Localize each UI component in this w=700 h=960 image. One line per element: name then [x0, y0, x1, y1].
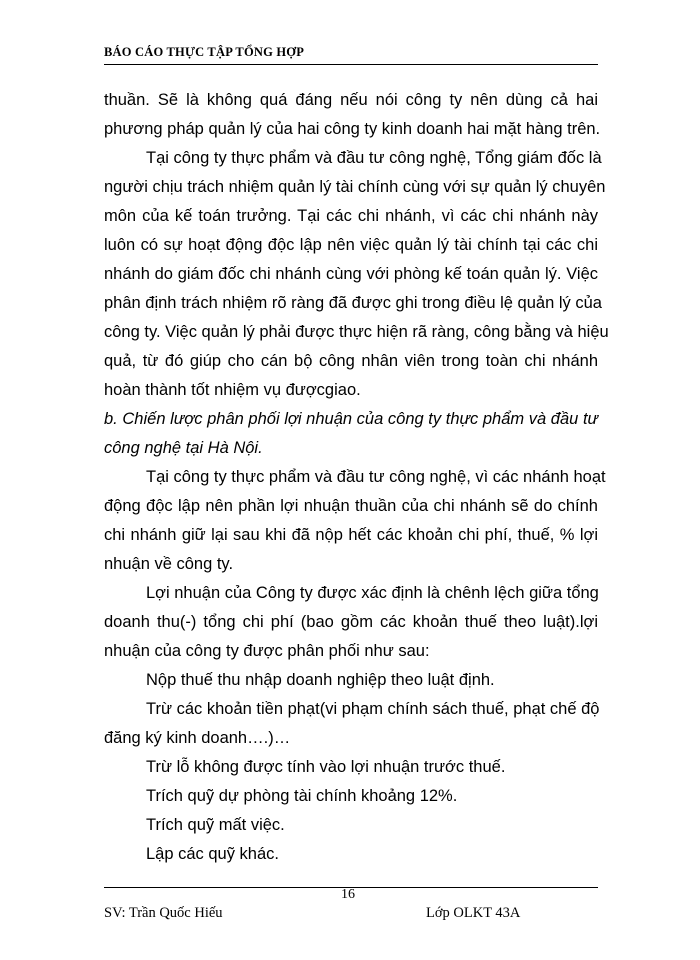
list-item: Lập các quỹ khác. — [146, 845, 279, 863]
body-line: Tại công ty thực phẩm và đầu tư công nghệ, Tổng giám đốc là — [146, 149, 602, 167]
body-line: Lợi nhuận của Công ty được xác định là chênh lệch giữa tổng — [146, 584, 599, 602]
list-item: Trừ các khoản tiền phạt(vi phạm chính sách thuế, phạt chế độ — [146, 700, 600, 718]
body-line: doanh thu(-) tổng chi phí (bao gồm các khoản thuế theo luật).lợi — [104, 613, 598, 631]
body-line: nhuận của công ty được phân phối như sau: — [104, 642, 430, 660]
page-number: 16 — [341, 887, 355, 902]
body-line: Tại công ty thực phẩm và đầu tư công nghệ, vì các nhánh hoạt — [146, 468, 606, 486]
header-title: BÁO CÁO THỰC TẬP TỔNG HỢP — [104, 45, 305, 59]
list-item: Nộp thuế thu nhập doanh nghiệp theo luật định. — [146, 671, 495, 689]
body-line: nhánh do giám đốc chi nhánh cùng với phòng kế toán quản lý. Việc — [104, 265, 598, 283]
section-heading: công nghệ tại Hà Nội. — [104, 439, 263, 457]
body-line: phân định trách nhiệm rõ ràng đã được ghi trong điều lệ quản lý của — [104, 294, 602, 312]
body-line: hoàn thành tốt nhiệm vụ đượcgiao. — [104, 381, 361, 399]
list-item: đăng ký kinh doanh….)… — [104, 729, 291, 747]
body-line: người chịu trách nhiệm quản lý tài chính cùng với sự quản lý chuyên — [104, 178, 606, 196]
body-line: chi nhánh giữ lại sau khi đã nộp hết các khoản chi phí, thuế, % lợi — [104, 526, 598, 544]
body-line: quả, từ đó giúp cho cán bộ công nhân viên trong toàn chi nhánh — [104, 352, 598, 370]
body-line: phương pháp quản lý của hai công ty kinh doanh hai mặt hàng trên. — [104, 120, 601, 138]
list-item: Trừ lỗ không được tính vào lợi nhuận trước thuế. — [146, 758, 506, 776]
list-item: Trích quỹ mất việc. — [146, 816, 285, 834]
body-line: môn của kế toán trưởng. Tại các chi nhánh, vì các chi nhánh này — [104, 207, 598, 225]
body-line: thuần. Sẽ là không quá đáng nếu nói công ty nên dùng cả hai — [104, 91, 598, 109]
body-line: động độc lập nên phần lợi nhuận thuần của chi nhánh sẽ do chính — [104, 497, 598, 515]
body-line: công ty. Việc quản lý phải được thực hiện rã ràng, công bằng và hiệu — [104, 323, 609, 341]
header-divider — [104, 64, 598, 65]
section-heading: b. Chiến lược phân phối lợi nhuận của công ty thực phẩm và đầu tư — [104, 410, 598, 428]
body-line: luôn có sự hoạt động độc lập nên việc quản lý tài chính tại các chi — [104, 236, 598, 254]
footer-student-name: SV: Trần Quốc Hiếu — [104, 905, 223, 921]
body-line: nhuận về công ty. — [104, 555, 234, 573]
footer-class: Lớp OLKT 43A — [426, 905, 521, 921]
list-item: Trích quỹ dự phòng tài chính khoảng 12%. — [146, 787, 458, 805]
